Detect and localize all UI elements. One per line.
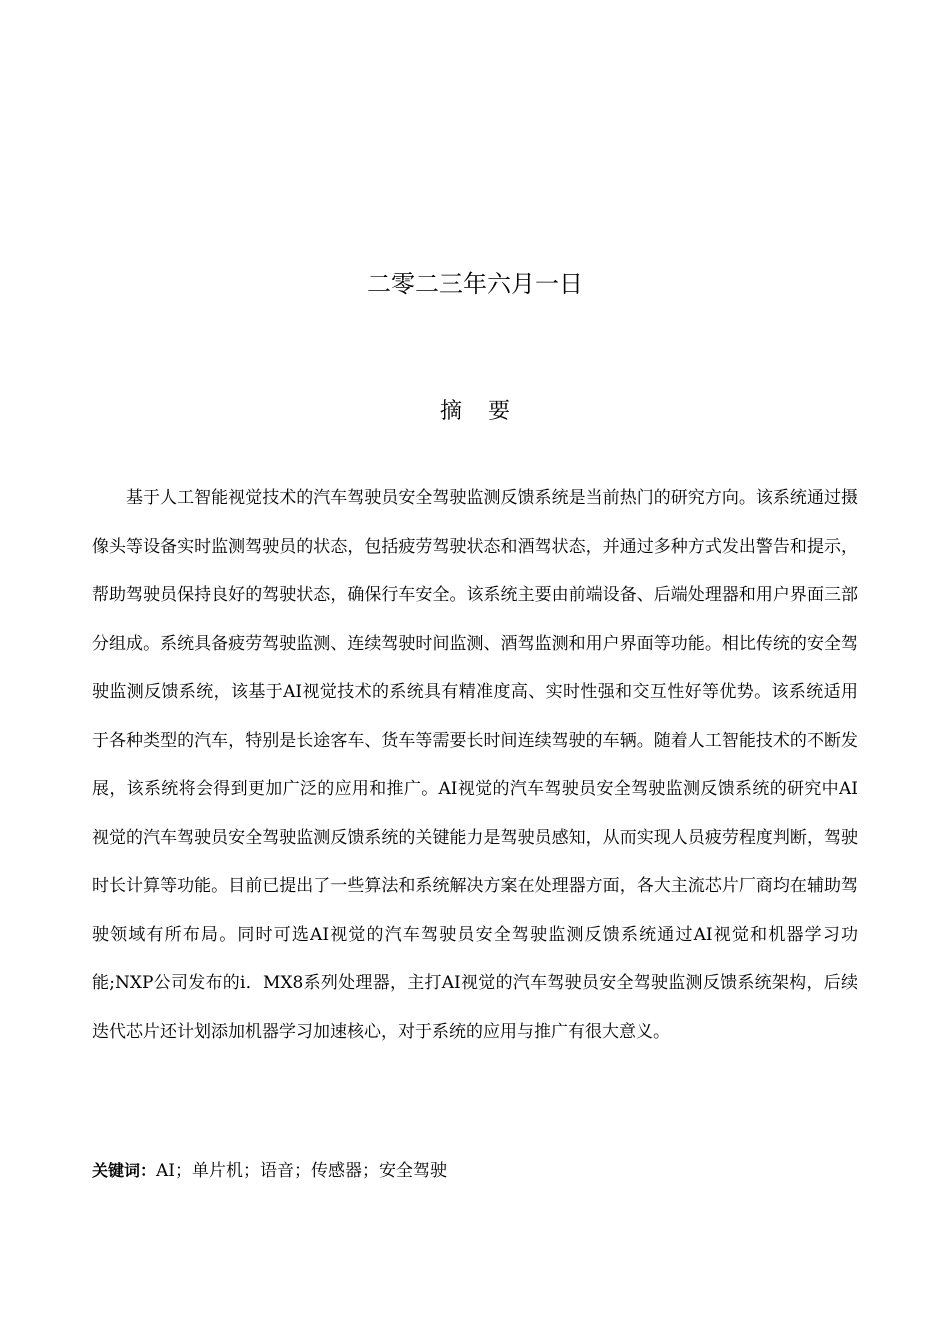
- abstract-heading: 摘要: [439, 399, 536, 424]
- keywords-line: [92, 1154, 858, 1188]
- abstract-body: 基于人工智能视觉技术的汽车驾驶员安全驾驶监测反馈系统是当前热门的研究方向。该系统通过摄像头等设备实时监测驾驶员的状态，包括疲劳驾驶状态和酒驾状态，并通过多种方式发出警告和提示，帮助驾驶员保持良好的驾驶状态，确保行车安全。该系统主要由前端设备、后端处理器和用户界面三部分组成。系统具备疲劳驾驶监测、连续驾驶时间监测、酒驾监测和用户界面等功能。相比传统的安全驾驶监测反馈系统，该基于AI视觉技术的系统具有精准度高、实时性强和交互性好等优势。该系统适用于各种类型的汽车，特别是长途客车、货车等需要长时间连续驾驶的车辆。随着人工智能技术的不断发展，该系统将会得到更加广泛的应用和推广。AI视觉的汽车驾驶员安全驾驶监测反馈系统的研究中AI视觉的汽车驾驶员安全驾驶监测反馈系统的关键能力是驾驶员感知，从而实现人员疲劳程度判断，驾驶时长计算等功能。目前已提出了一些算法和系统解决方案在处理器方面，各大主流芯片厂商均在辅助驾驶领域有所布局。同时可选AI视觉的汽车驾驶员安全驾驶监测反馈系统通过AI视觉和机器学习功能;NXP公司发布的i．MX8系列处理器，主打AI视觉的汽车驾驶员安全驾驶监测反馈系统架构，后续迭代芯片还计划添加机器学习加速核心，对于系统的应用与推广有很大意义。: [92, 488, 858, 1042]
- keywords-value: AI；单片机；语音；传感器；安全驾驶: [156, 1161, 448, 1181]
- keywords-label: 关键词：: [92, 1161, 157, 1180]
- document-date: 二零二三年六月一日: [367, 270, 583, 298]
